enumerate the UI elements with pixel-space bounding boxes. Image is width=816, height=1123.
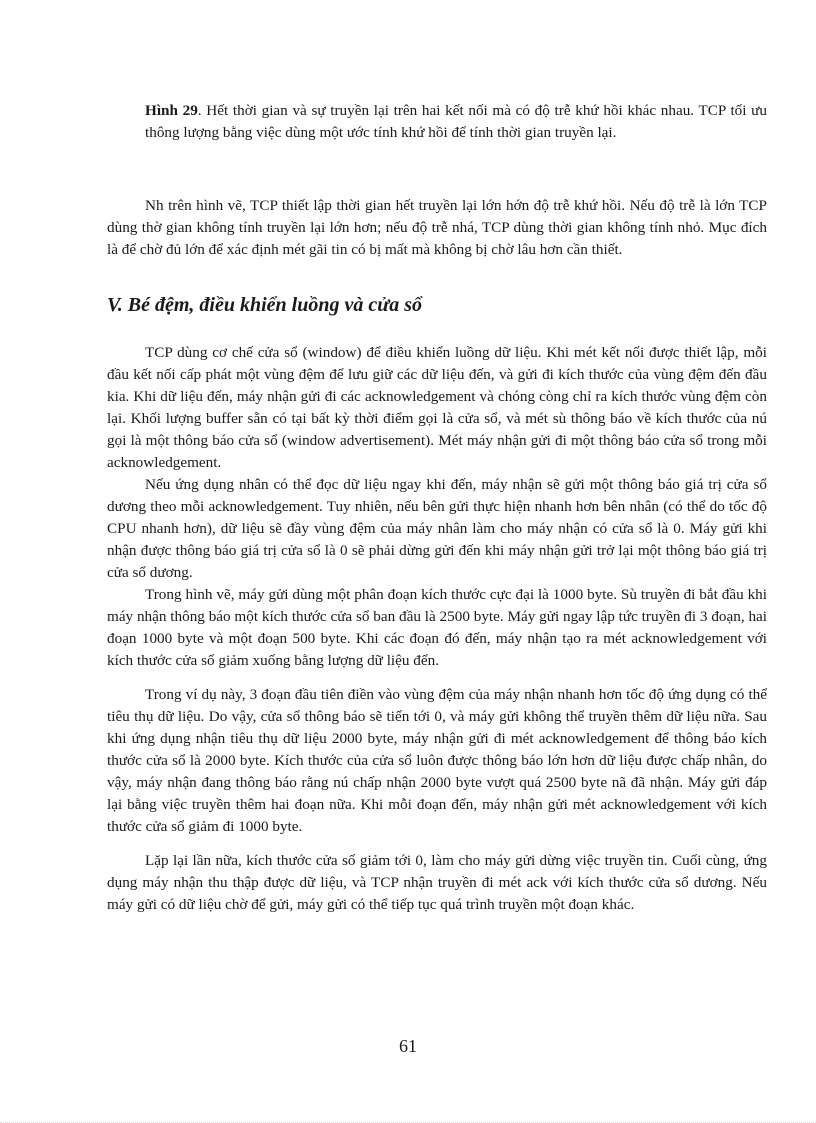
page-number: 61: [399, 1036, 417, 1056]
intro-paragraph: Nh trên hình vẽ, TCP thiết lập thời gian hết truyền lại lớn hớn độ trễ khứ hồi. Nếu độ trễ là lớn TCP dùng thờ gian không tính truyền lại lớn hơn; nếu độ trễ nhá, TCP dùng thời gian không tính nhỏ. Mục đích là để chờ đủ lớn để xác định mét gãi tin có bị mất mà không bị chờ lâu hơn cần thiết.: [107, 197, 767, 258]
figure-caption-text: . Hết thời gian và sự truyền lại trên hai kết nối mà có độ trễ khứ hồi khác nhau. TCP tối ưu thông lượng bằng việc dùng một ước tính khứ hồi để tính thời gian truyền lại.: [145, 102, 767, 141]
section-heading: V. Bé đệm, điều khiển luồng và cửa sổ: [107, 294, 422, 316]
body-text: [107, 342, 767, 916]
paragraph: Trong hình vẽ, máy gửi dùng một phân đoạn kích thước cực đại là 1000 byte. Sù truyền đi bắt đầu khi máy nhận thông báo một kích thước cửa sổ ban đầu là 2500 byte. Máy gửi ngay lập tức truyền đi 3 đoạn, hai đoạn 1000 byte và một đoạn 500 byte. Khi các đoạn đó đến, máy nhận tạo ra mét acknowledgement với kích thước cửa sổ giảm xuống bằng lượng dữ liệu đến.: [107, 586, 767, 669]
paragraph: Lặp lại lần nữa, kích thước cửa sổ giảm tới 0, làm cho máy gửi dừng việc truyền tin. Cuối cùng, ứng dụng máy nhận thu thập được dữ liệu, và TCP nhận truyền đi mét ack với kích thước cửa sổ dương. Nếu máy gửi có dữ liệu chờ để gửi, máy gửi có thể tiếp tục quá trình truyền một đoạn khác.: [107, 852, 767, 913]
figure-caption: [145, 100, 767, 144]
figure-label: Hình 29: [145, 102, 198, 119]
paragraph: TCP dùng cơ chế cửa sổ (window) để điều khiển luồng dữ liệu. Khi mét kết nối được thiết lập, mỗi đầu kết nối cấp phát một vùng đệm để lưu giữ các dữ liệu đến, và gửi đi kích thước của vùng đệm đến đầu kia. Khi dữ liệu đến, máy nhận gửi đi các acknowledgement và chóng còng chỉ ra kích thước vùng đệm còn lại. Khối lượng buffer sẵn có tại bất kỳ thời điểm gọi là cửa sổ, và mét sù thông báo về kích thước của nú gọi là một thông báo cửa sổ (window advertisement). Mét máy nhận gửi đi một thông báo cửa sổ trong mỗi acknowledgement.: [107, 344, 767, 471]
paragraph: Nếu ứng dụng nhân có thể đọc dữ liệu ngay khi đến, máy nhận sẽ gửi một thông báo giá trị cửa sổ dương theo mỗi acknowledgement. Tuy nhiên, nếu bên gửi thực hiện nhanh hơn bên nhân (có thể do tốc độ CPU nhanh hơn), dữ liệu sẽ đầy vùng đệm của máy nhân làm cho máy nhận có cửa sổ là 0. Máy gửi khi nhận được thông báo giá trị cửa sổ là 0 sẽ phải dừng gửi đến khi máy nhận gửi trở lại một thông báo giá trị cửa sổ dương.: [107, 476, 767, 581]
paragraph: Trong ví dụ này, 3 đoạn đầu tiên điền vào vùng đệm của máy nhận nhanh hơn tốc độ ứng dụng có thể tiêu thụ dữ liệu. Do vậy, cửa sổ thông báo sẽ tiến tới 0, và máy gửi không thể truyền thêm dữ liệu nữa. Sau khi ứng dụng nhận tiêu thụ dữ liệu 2000 byte, máy nhận gửi đi mét acknowledgement để thông báo kích thước cửa sổ là 2000 byte. Kích thước của cửa sổ luôn được thông báo lớn hơn dữ liệu được chấp nhân, do vậy, máy nhận đang thông báo rằng nú chấp nhận 2000 byte vượt quá 2500 byte nã đã nhận. Máy gửi đáp lại bằng việc truyền thêm hai đoạn nữa. Khi mỗi đoạn đến, máy nhận gửi mét acknowledgement với kích thước cửa sổ giảm đi 1000 byte.: [107, 686, 767, 835]
